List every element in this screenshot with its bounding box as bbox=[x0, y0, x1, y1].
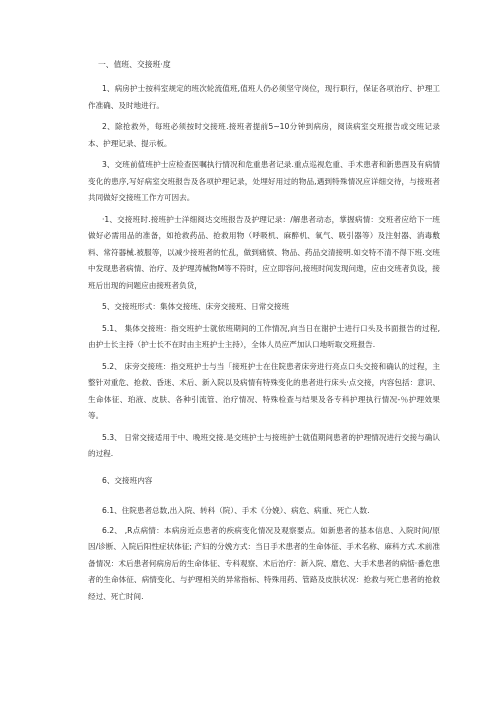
paragraph-5-2: 5.2、 床旁交接班：指交班护士与当「接班护士在住院患者床旁进行亮点口头交接和确认的过程，主整针对重危、抢救、昏迷、术后、新入院以及病情有特殊变化的患者进行床头·点交接，内容包括：意识、生命体征、珀液、皮肤、各种引流管、治疗情况、特殊检查与结果及各专科护理执行情况-％护理效果等。 bbox=[88, 361, 440, 420]
paragraph-4: ·1、交接班时.接班护士洋细阅达交班报告及护理记录：/解患者动态，掌握病情：交班者应给下一班做好必需用品的准备，如抢救药品、抢救用物（呼吸机、麻醉机、氧气、吸引器等）及注射器、消毒敷料、常符器械.被服等，以减少接班者的忙乱，做到痛愤、物品、药品交清接明.如交特不清不得下班.交班中发现患者病情、治疗、及护理涛械物M等不符时，应立即容问,接班时间发现问遨，应由交班者负设，接班后出现的问题应由接班者负货， bbox=[88, 214, 440, 290]
paragraph-1: 1、病房护士按科室规定的班次轮流值班,值班人仍必须坚守岗位，现行职行，保证各项治疗、护理工作准确、及时地进行。 bbox=[88, 84, 440, 110]
paragraph-5-1: 5.1、 集体交接班：指交班护士就依班期间的工作情况,向当日在谢护士进行口头及书面报告的过程,由护士长主持（护士长不在时由主班护士主持），全体人员应严加认口地听取交班报告. bbox=[88, 323, 440, 349]
paragraph-2: 2、除抢救外，每班必须按时交接班.接班者提前5~10分钟到病房，阅读病室交班报告或交班记录本、护理记录、提示板。 bbox=[88, 122, 440, 148]
section-title: 一、值班、交接班·度 bbox=[98, 60, 171, 69]
paragraph-5: 5、交接班形式：集体交接班、床旁交接班、日常交接班 bbox=[102, 302, 290, 311]
paragraph-6-2: 6.2、 ,R点病情：本病房近点患者的疾病变化情况及观察要点。如新患者的基本信息、入院时间/原因/诊断、入院后阳性症状体征; 产妇的分娩方式：当日手术患者的生命体征、手术名称、麻科方式.术前准备情况：术后患者何病房后的生命体征、专科观察、术后治疗：新入院、磨危、大手术患者的病惦·番危患者的生命体征、病情变化、与护理相关的异常指标、特殊用药、管路及皮肤状况：抢救与死亡患者的抢救经过、死亡时间. bbox=[88, 525, 440, 601]
paragraph-6-1: 6.1、住院患者总数,出入院、转科（院）、手术《分娩）、病危、病重、死亡人数. bbox=[102, 506, 370, 515]
paragraph-3: 3、交班前值班护士应检查医嘱执行情况和危重患者记录.重点巡视危重、手术患者和新患酉及有病情变化的患序,写好病室交班报告及各项护理记录，处埋好用过的物品,遇到特殊情况应详细交待，与接班者共同做好交接班工作方可因去。 bbox=[88, 160, 440, 202]
section-heading-6: 6、交接班内容 bbox=[102, 475, 153, 485]
paragraph-5-3: 5.3、 日常交接适用于中、晚班交接.是交班护士与接班护士就值期间患者的护理情况进行交接与确认的过程. bbox=[88, 432, 440, 458]
